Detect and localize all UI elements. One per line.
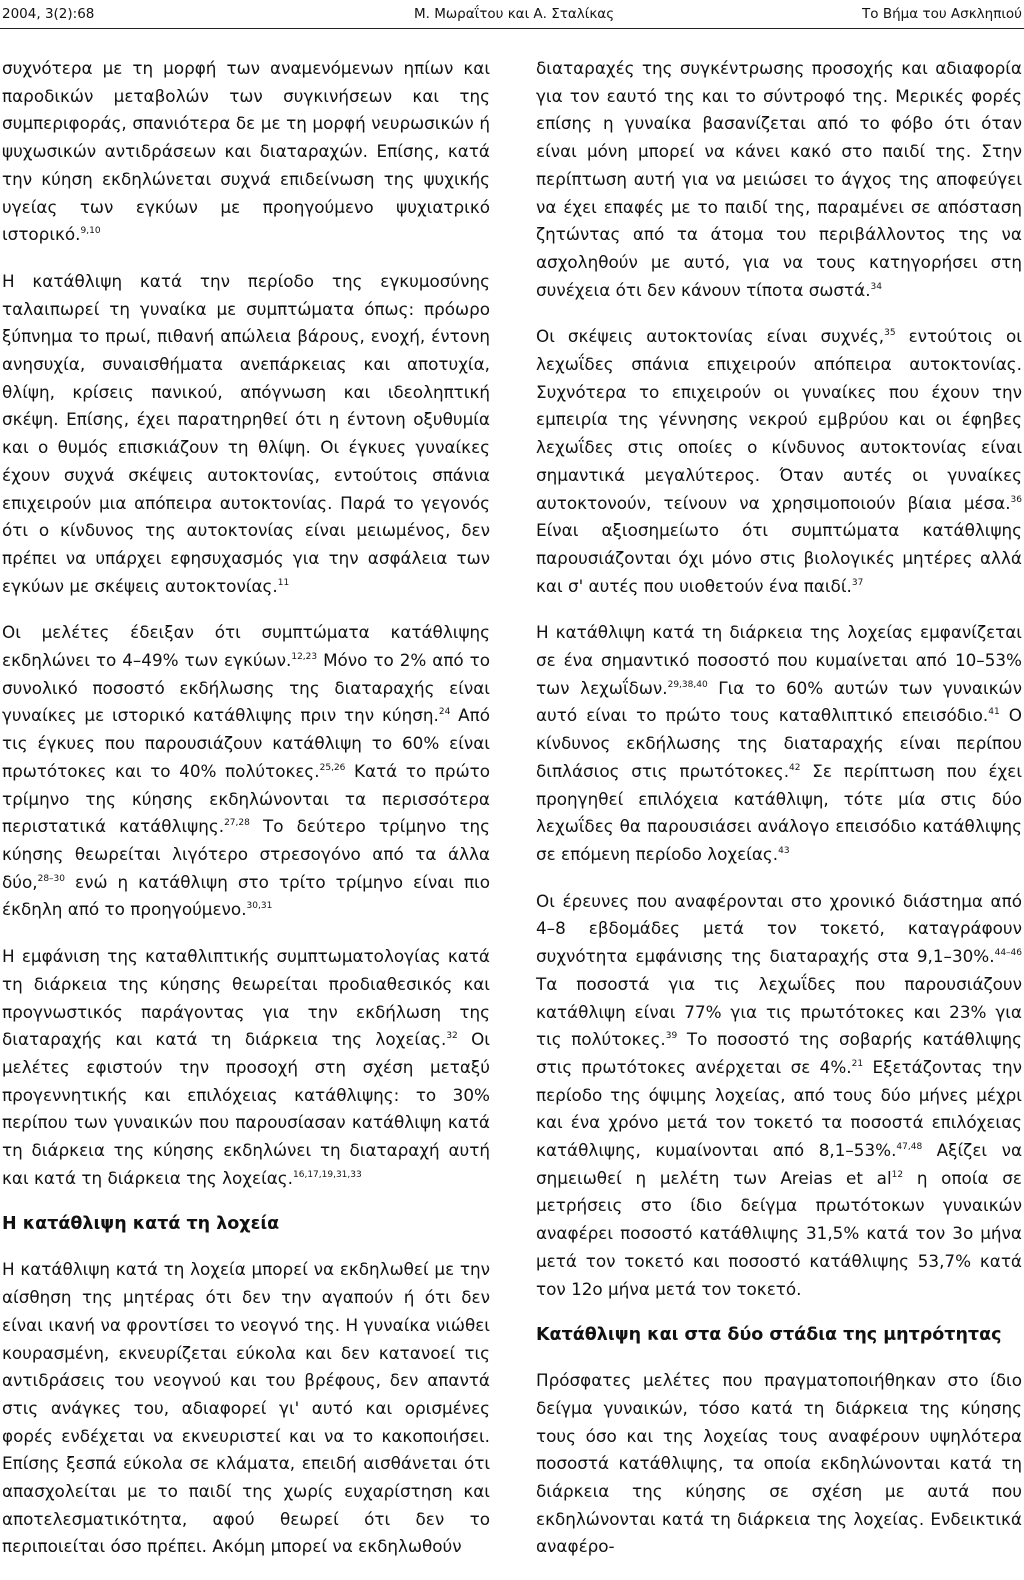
citation: 30,31 — [246, 901, 273, 912]
citation: 28–30 — [37, 873, 65, 884]
journal-citation: 2004, 3(2):68 — [2, 6, 95, 22]
citation: 24 — [438, 707, 451, 718]
paragraph: Η κατάθλιψη κατά τη λοχεία μπορεί να εκδηλωθεί με την αίσθηση της μητέρας ότι δεν την αγαπούν ή ότι δεν είναι ικανή να φροντίσει το νεογνό της. Η γυναίκα νιώθει κουρασμένη, εκνευρίζεται εύκολα και δεν κατανοεί τις αντιδράσεις του νεογνού και του βρέφους, δεν απαντά στις ανάγκες του, αδιαφορεί γι' αυτό και ορισμένες φορές ενδέχεται να εκνευριστεί και να το κακοποιήσει. Επίσης ξεσπά εύκολα σε κλάματα, επειδή αισθάνεται ότι απασχολείται με το παιδί της χωρίς ευχαρίστηση και αποτελεσματικότητα, αφού θεωρεί ότι δεν το περιποιείται όσο πρέπει. Ακόμη μπορεί να εκδηλωθούν — [2, 1259, 490, 1557]
citation: 39 — [665, 1031, 678, 1042]
paragraph: διαταραχές της συγκέντρωσης προσοχής και αδιαφορία για τον εαυτό της και το σύντροφό της. Μερικές φορές επίσης η γυναίκα βασανίζεται από το φόβο ότι όταν είναι μόνη μπορεί να κάνει κακό στο παιδί της. Στην περίπτωση αυτή για να μειώσει το άγχος της αποφεύγει να έχει επαφές με το παιδί της, παραμένει σε απόσταση ζητώντας από τα άτομα του περιβάλλοντος της να ασχοληθούν με αυτό, για να τους κατηγορήσει στη συνέχεια ότι δεν κάνουν τίποτα σωστά.$^{34}$ — [536, 58, 1022, 300]
paragraph: Πρόσφατες μελέτες που πραγματοποιήθηκαν στο ίδιο δείγμα γυναικών, τόσο κατά τη διάρκεια της κύησης τους όσο και της λοχείας τους αναφέρουν υψηλότερα ποσοστά κατάθλιψης, τα οποία εκδηλώνονται κατά τη διάρκεια της κύησης σε σχέση με αυτά που εκδηλώνονται κατά τη διάρκεια της λοχείας. Ενδεικτικά αναφέρο- — [536, 1370, 1022, 1557]
paragraph: συχνότερα με τη μορφή των αναμενόμενων ηπίων και παροδικών μεταβολών των συγκινήσεων και της συμπεριφοράς, σπανιότερα δε με τη μορφή νευρωσικών ή ψυχωσικών αντιδράσεων και διαταραχών. Επίσης, κατά την κύηση εκδηλώνεται συχνά επιδείνωση της ψυχικής υγείας των εγκύων με προηγούμενο ψυχιατρικό ιστορικό.$^{9,10}$ — [2, 58, 490, 245]
citation: 12,23 — [291, 652, 318, 663]
paragraph: Οι σκέψεις αυτοκτονίας είναι συχνές,$^{35}$ εντούτοις οι λεχωΐδες σπάνια επιχειρούν απόπειρα αυτοκτονίας. Συχνότερα το επιχειρούν οι γυναίκες που έχουν την εμπειρία της γέννησης νεκρού εμβρύου και οι έφηβες λεχωΐδες στις οποίες ο κίνδυνος αυτοκτονίας είναι σημαντικά μεγαλύτερος. Όταν αυτές οι γυναίκες αυτοκτονούν, τείνουν να χρησιμοποιούν βίαια μέσα.$^{36}$ Είναι αξιοσημείωτο ότι συμπτώματα κατάθλιψης παρουσιάζονται όχι μόνο στις βιολογικές μητέρες αλλά και σ' αυτές που υιοθετούν ένα παιδί.$^{37}$ — [536, 326, 1022, 596]
right-column — [536, 55, 1022, 1580]
running-header — [0, 0, 1024, 29]
authors: Μ. Μωραΐτου και Α. Σταλίκας — [414, 6, 615, 22]
citation: 21 — [851, 1058, 864, 1069]
paragraph: Η κατάθλιψη κατά την περίοδο της εγκυμοσύνης ταλαιπωρεί τη γυναίκα με συμπτώματα όπως: πρόωρο ξύπνημα το πρωί, πιθανή απώλεια βάρους, ενοχή, έντονη ανησυχία, συναισθήματα ανεπάρκειας και αποτυχία, θλίψη, κρίσεις πανικού, απόγνωση και ιδεοληπτική σκέψη. Επίσης, έχει παρατηρηθεί ότι η έντονη οξυθυμία και ο θυμός επισκιάζουν τη θλίψη. Οι έγκυες γυναίκες έχουν συχνά σκέψεις αυτοκτονίας, εντούτοις σπάνια επιχειρούν μια απόπειρα αυτοκτονίας. Παρά το γεγονός ότι ο κίνδυνος της αυτοκτονίας είναι μειωμένος, δεν πρέπει να υπάρχει εφησυχασμός για την ασφάλεια των εγκύων με σκέψεις αυτοκτονίας.$^{11}$ — [2, 270, 490, 596]
citation: 12 — [891, 1169, 904, 1180]
paragraph: Οι μελέτες έδειξαν ότι συμπτώματα κατάθλιψης εκδηλώνει το 4–49% των εγκύων.$^{12,23}$ Μόνο το 2% από το συνολικό ποσοστό εκδήλωσης της διαταραχής είναι γυναίκες με ιστορικό κατάθλιψης πριν την κύηση.$^{24}$ Από τις έγκυες που παρουσιάζουν κατάθλιψη το 60% είναι πρωτότοκες και το 40% πολύτοκες.$^{25,26}$ Κατά το πρώτο τρίμηνο της κύησης εκδηλώνονται τα περισσότερα περιστατικά κατάθλιψης.$^{27,28}$ Το δεύτερο τρίμηνο της κύησης θεωρείται λιγότερο στρεσογόνο από τα άλλα δύο,$^{28-30}$ ενώ η κατάθλιψη στο τρίτο τρίμηνο είναι πιο έκδηλη από το προηγούμενο.$^{30,31}$ — [2, 622, 490, 920]
citation: 32 — [446, 1031, 458, 1042]
citation: 35 — [884, 328, 896, 339]
citation: 27,28 — [224, 818, 250, 829]
section-heading: Κατάθλιψη και στα δύο στάδια της μητρότητας — [536, 1325, 1002, 1346]
left-column — [2, 55, 490, 1580]
paragraph: Η εμφάνιση της καταθλιπτικής συμπτωματολογίας κατά τη διάρκεια της κύησης θεωρείται προδιαθεσικός και προγνωστικός παράγοντας για την εκδήλωση της διαταραχής και κατά τη διάρκεια της λοχείας.$^{32}$ Οι μελέτες εφιστούν την προσοχή στη σχέση μεταξύ προγεννητικής και επιλόχειας κατάθλιψης: το 30% περίπου των γυναικών που παρουσίασαν κατάθλιψη κατά τη διάρκεια της κύησης εκδηλώνει τη διαταραχή αυτή και κατά τη διάρκεια της λοχείας.$^{16,17,19,31,33}$ — [2, 946, 490, 1188]
citation: 36 — [1010, 494, 1022, 505]
citation: 16,17,19,31,33 — [293, 1169, 362, 1180]
paragraph: Η κατάθλιψη κατά τη διάρκεια της λοχείας εμφανίζεται σε ένα σημαντικό ποσοστό που κυμαίνεται από 10–53% των λεχωΐδων.$^{29,38,40}$ Για το 60% αυτών των γυναικών αυτό είναι το πρώτο τους καταθλιπτικό επεισόδιο.$^{41}$ Ο κίνδυνος εκδήλωσης της διαταραχής είναι περίπου διπλάσιος στις πρωτότοκες.$^{42}$ Σε περίπτωση που έχει προηγηθεί επιλόχεια κατάθλιψη, τότε μία στις δύο λεχωΐδες θα παρουσιάσει ανάλογο επεισόδιο κατάθλιψης σε επόμενη περίοδο λοχείας.$^{43}$ — [536, 622, 1023, 864]
citation: 25,26 — [319, 762, 346, 773]
citation: 44–46 — [994, 948, 1022, 959]
citation: 11 — [277, 577, 290, 588]
citation: 43 — [778, 845, 790, 856]
citation: 37 — [851, 577, 864, 588]
citation: 41 — [988, 707, 1000, 718]
paragraph: Οι έρευνες που αναφέρονται στο χρονικό διάστημα από 4–8 εβδομάδες μετά τον τοκετό, καταγράφουν συχνότητα εμφάνισης της διαταραχής στα 9,1–30%.$^{44-46}$ Τα ποσοστά για τις λεχωΐδες που παρουσιάζουν κατάθλιψη είναι 77% για τις πρωτότοκες και 23% για τις πολύτοκες.$^{39}$ Το ποσοστό της σοβαρής κατάθλιψης στις πρωτότοκες ανέρχεται σε 4%.$^{21}$ Εξετάζοντας την περίοδο της όψιμης λοχείας, από τους δύο μήνες μέχρι και ένα χρόνο μετά τον τοκετό τα ποσοστά επιλόχειας κατάθλιψης, κυμαίνονται από 8,1–53%.$^{47,48}$ Αξίζει να σημειωθεί η μελέτη των Areias et $al^{12}$ η οποία σε μετρήσεις στο ίδιο δείγμα πρωτότοκων γυναικών αναφέρει ποσοστό κατάθλιψης 31,5% κατά τον 3ο μήνα μετά τον τοκετό και ποσοστό κατάθλιψης 53,7% κατά τον 12ο μήνα μετά τον τοκετό. — [536, 890, 1023, 1299]
citation: 34 — [870, 281, 882, 292]
citation: 29,38,40 — [667, 679, 708, 690]
citation: 47,48 — [896, 1142, 923, 1153]
section-heading: Η κατάθλιψη κατά τη λοχεία — [2, 1214, 280, 1235]
citation: 9,10 — [80, 226, 101, 237]
citation: 42 — [789, 762, 801, 773]
journal-title: Το Βήμα του Ασκληπιού — [862, 6, 1022, 22]
